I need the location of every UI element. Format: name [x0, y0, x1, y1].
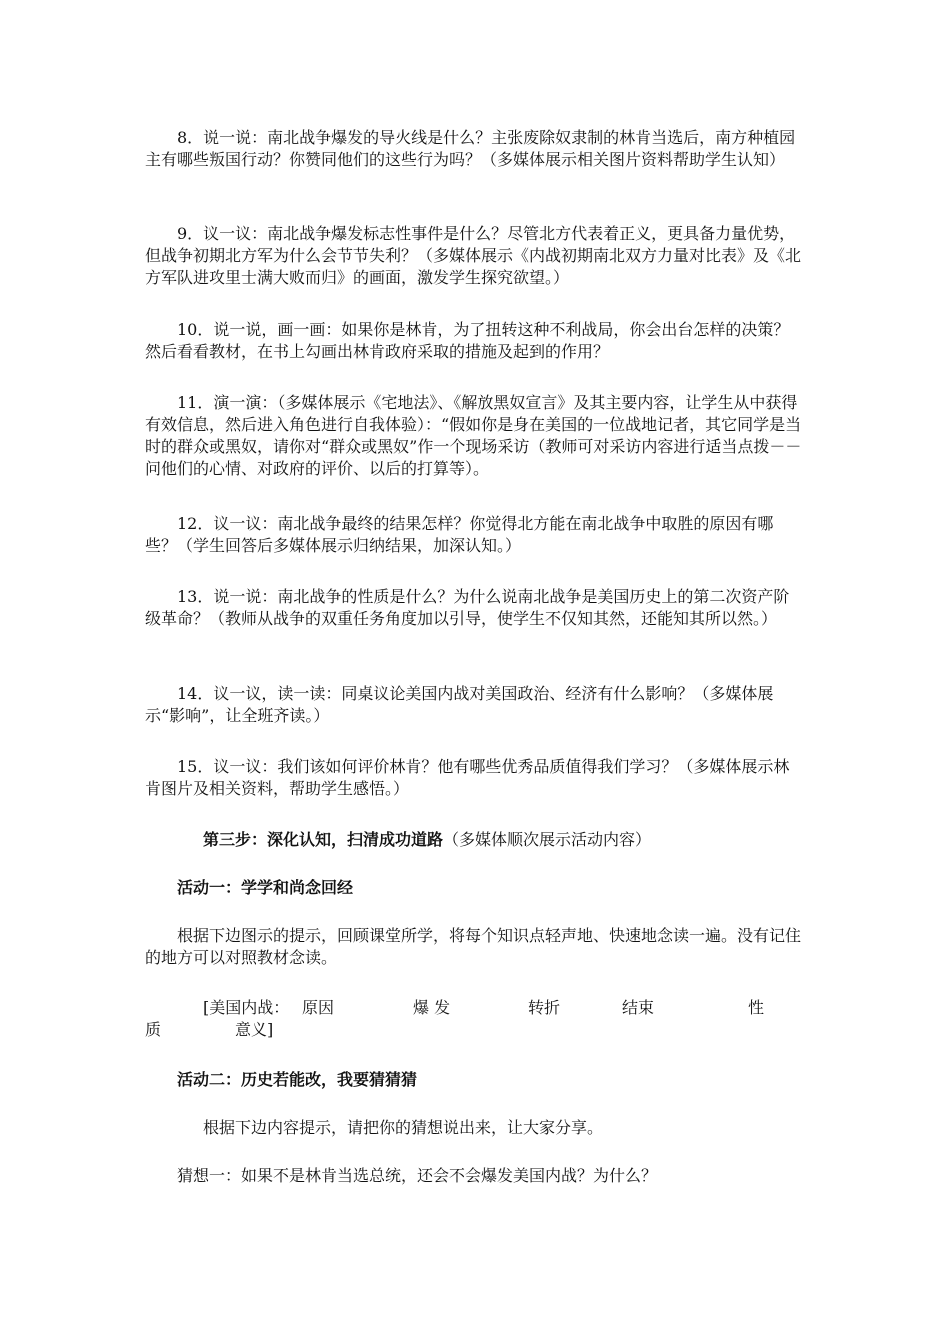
step-three-note: （多媒体顺次展示活动内容） [443, 830, 652, 849]
paragraph-item-9: 9．议一议：南北战争爆发标志性事件是什么？尽管北方代表着正义，更具备力量优势，但战争初期北方军为什么会节节失利？（多媒体展示《内战初期南北双方力量对比表》及《北方军队进攻里士满大败而归》的画面，激发学生探究欲望。） [145, 224, 802, 287]
activity-one-body: 根据下边图示的提示，回顾课堂所学，将每个知识点轻声地、快速地念读一遍。没有记住的地方可以对照教材念读。 [145, 926, 802, 967]
activity-two-title: 活动二：历史若能改，我要猜猜猜 [177, 1070, 418, 1089]
activity-one-title: 活动一：学学和尚念回经 [177, 878, 354, 897]
guess-one: 猜想一：如果不是林肯当选总统，还会不会爆发美国内战？为什么？ [177, 1166, 658, 1185]
structure-item-nature-part2: 质 [145, 1020, 162, 1039]
paragraph-item-10: 10．说一说，画一画：如果你是林肯，为了扭转这种不利战局，你会出台怎样的决策？然后看看教材，在书上勾画出林肯政府采取的措施及起到的作用？ [145, 320, 790, 361]
paragraph-item-13: 13．说一说：南北战争的性质是什么？为什么说南北战争是美国历史上的第二次资产阶级革命？（教师从战争的双重任务角度加以引导，使学生不仅知其然，还能知其所以然。） [145, 587, 790, 628]
structure-open: [美国内战： [203, 998, 290, 1017]
step-three-heading [203, 829, 651, 851]
activity-two-body: 根据下边内容提示，请把你的猜想说出来，让大家分享。 [203, 1118, 604, 1137]
structure-item-outbreak: 爆 发 [413, 998, 451, 1017]
paragraph-item-8: 8．说一说：南北战争爆发的导火线是什么？主张废除奴隶制的林肯当选后，南方种植园主有哪些叛国行动？你赞同他们的这些行为吗？（多媒体展示相关图片资料帮助学生认知） [145, 128, 796, 169]
step-three-title: 第三步：深化认知，扫清成功道路 [203, 830, 444, 849]
structure-item-turning-point: 转折 [528, 998, 561, 1017]
paragraph-item-14: 14．议一议，读一读：同桌议论美国内战对美国政治、经济有什么影响？（多媒体展示“影响”，让全班齐读。） [145, 684, 774, 725]
paragraph-item-15: 15．议一议：我们该如何评价林肯？他有哪些优秀品质值得我们学习？（多媒体展示林肯图片及相关资料，帮助学生感悟。） [145, 757, 790, 798]
paragraph-item-12: 12．议一议：南北战争最终的结果怎样？你觉得北方能在南北战争中取胜的原因有哪些？（学生回答后多媒体展示归纳结果，加深认知。） [145, 514, 774, 555]
structure-item-end: 结束 [622, 998, 655, 1017]
structure-item-cause: 原因 [302, 998, 335, 1017]
paragraph-item-11: 11．演一演：（多媒体展示《宅地法》、《解放黑奴宣言》及其主要内容，让学生从中获得有效信息，然后进入角色进行自我体验）：“假如你是身在美国的一位战地记者，其它同学是当时的群众或黑奴，请你对“群众或黑奴”作一个现场采访（教师可对采访内容进行适当点拨－－问他们的心情、对政府的评价、以后的打算等）。 [145, 393, 802, 478]
structure-item-nature-part1: 性 [748, 998, 765, 1017]
structure-item-significance: 意义] [235, 1020, 274, 1039]
